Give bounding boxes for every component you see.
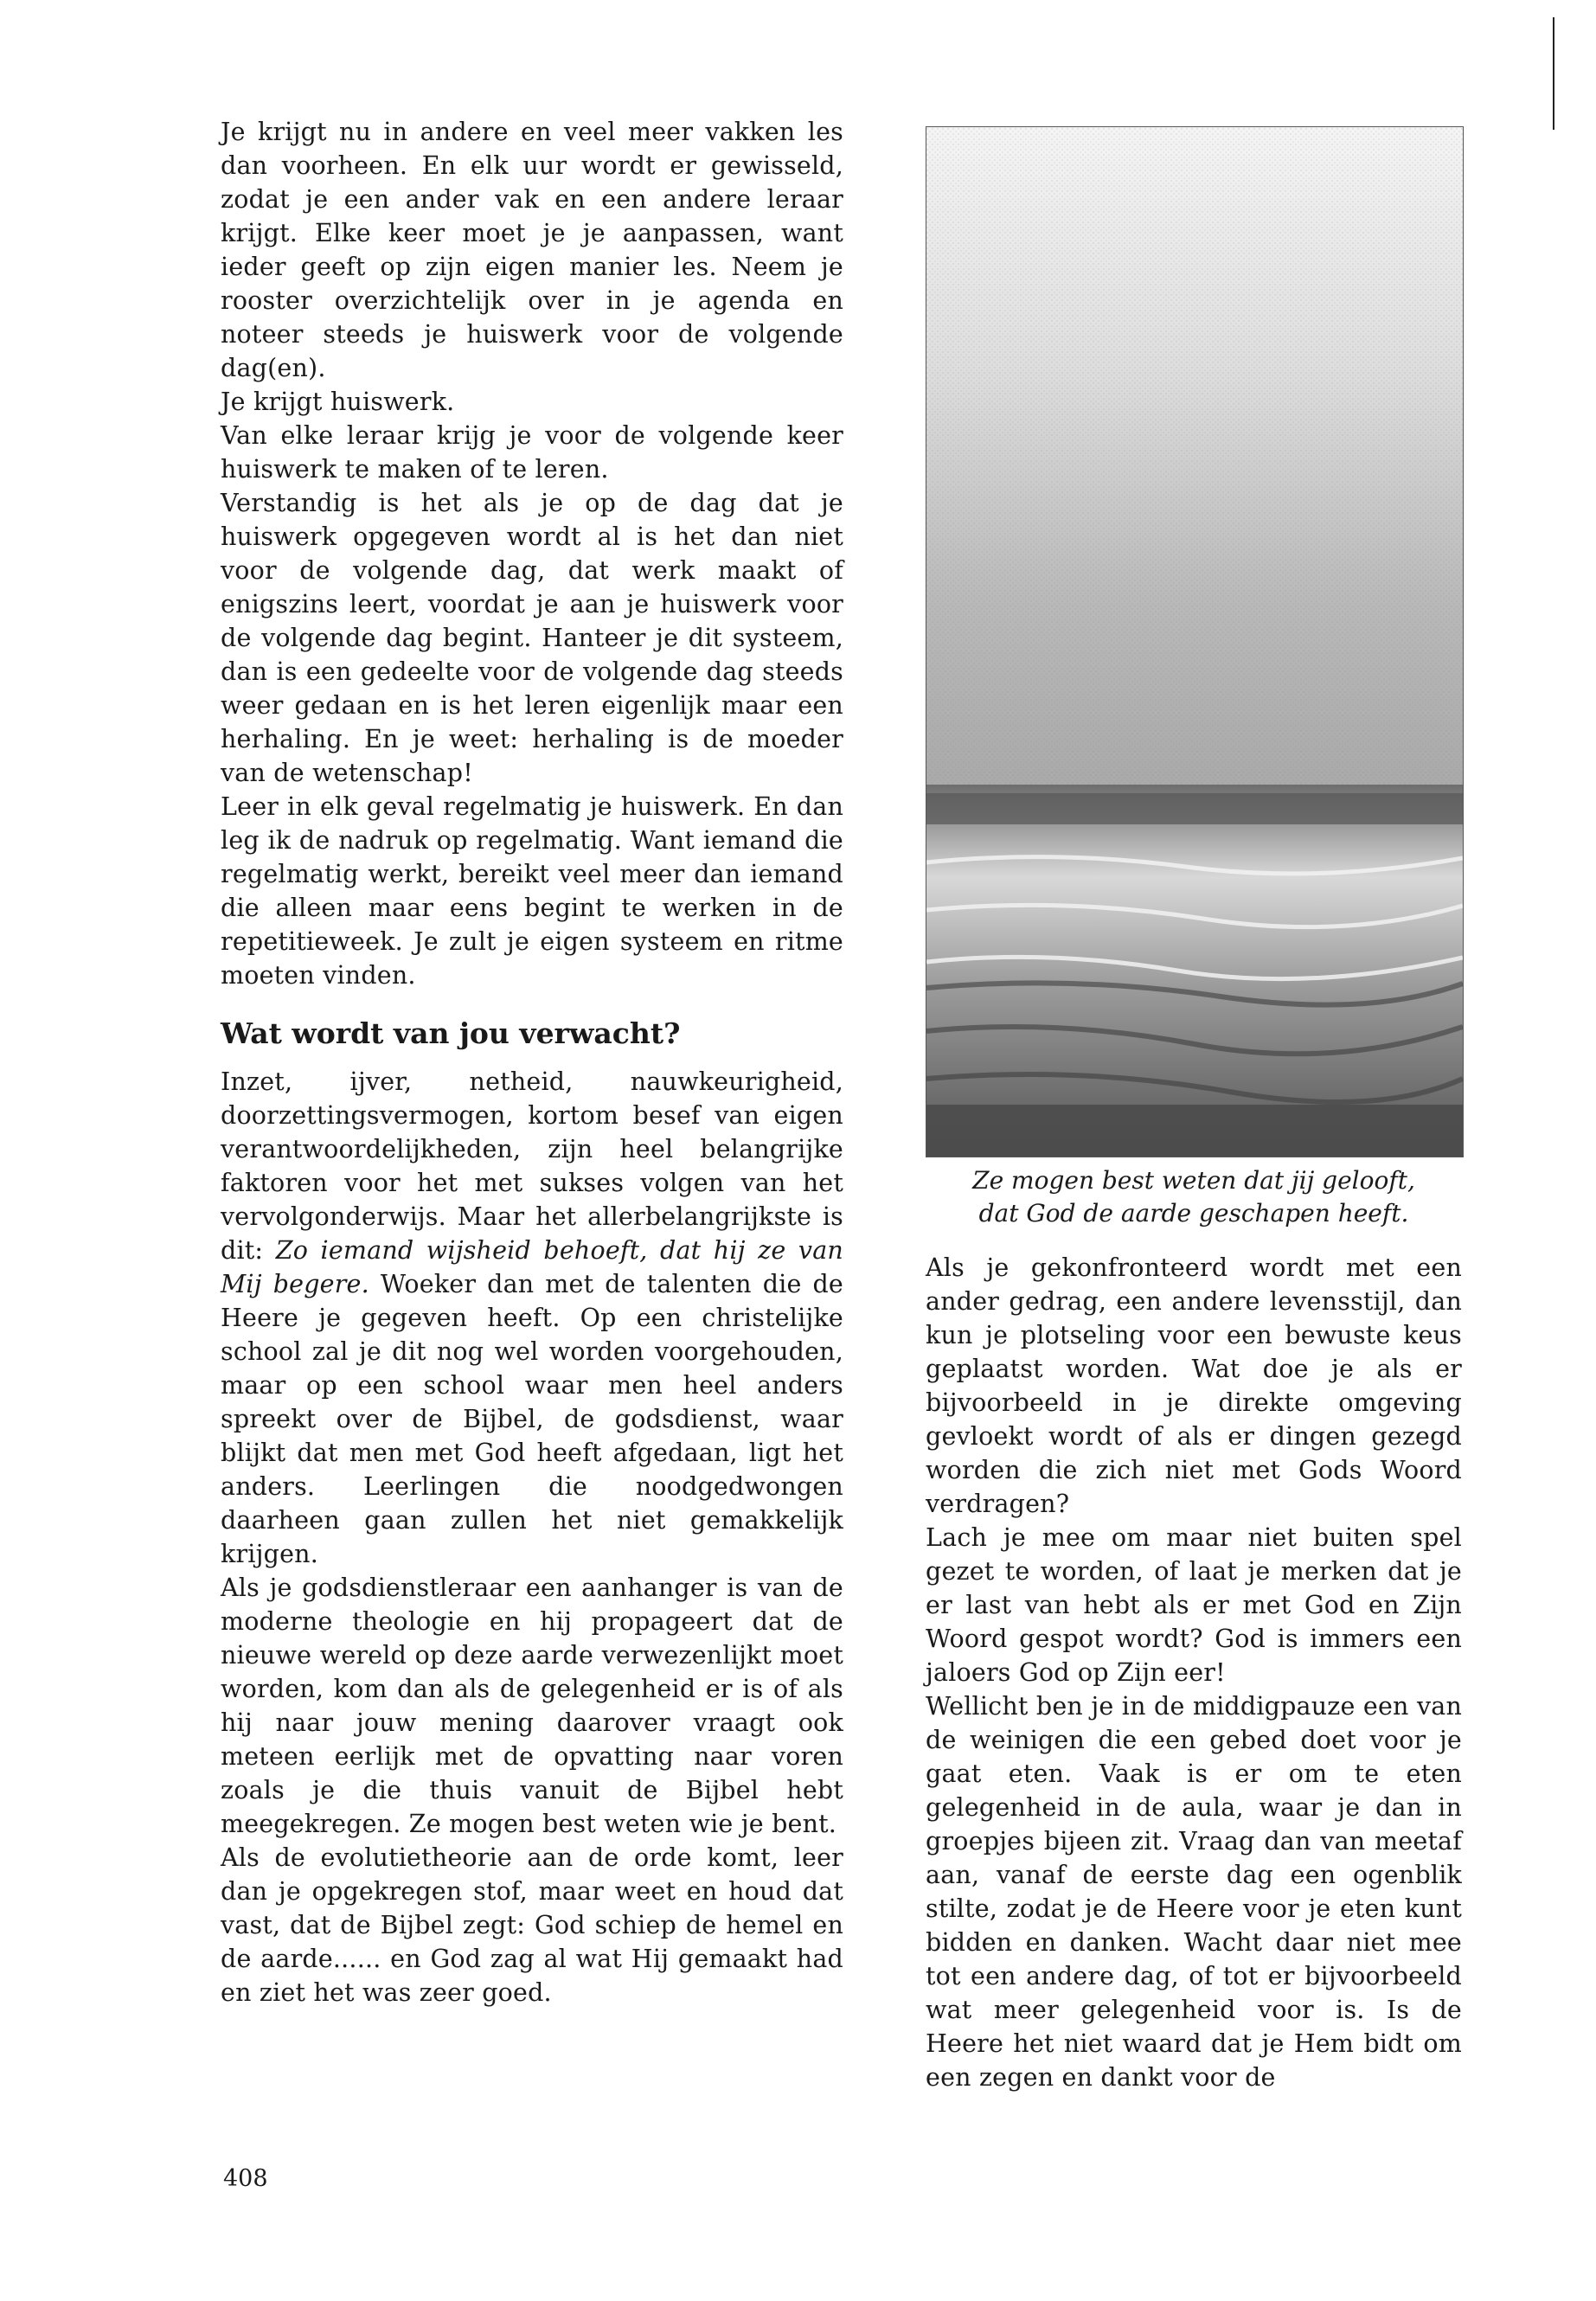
scan-edge-line <box>1553 17 1554 130</box>
paragraph-middagpauze: Wellicht ben je in de middigpauze een van de weinigen die een gebed doet voor je gaat eten. Vaak is er om te eten gelegenheid in de aula, waar je dan in groepjes bijeen zit. Vraag dan van meetaf aan, vanaf de eerste dag een ogenblik stilte, zodat je de Heere voor je eten kunt bidden en danken. Wacht daar niet mee tot een andere dag, of tot er bijvoorbeeld wat meer gelegenheid voor is. Is de Heere het niet waard dat je Hem bidt om een zegen en dankt voor de <box>926 1692 1462 2092</box>
inzet-text-start: Inzet, ijver, netheid, nauwkeurigheid, doorzettingsvermogen, kortom besef van eigen verantwoordelijkheden, zijn heel belangrijke faktoren voor het met sukses volgen van het vervolgonderwijs. Maar het allerbelangrijkste is dit: <box>221 1067 843 1265</box>
photo-caption <box>913 1164 1475 1230</box>
caption-line-1: Ze mogen best weten dat jij gelooft, <box>972 1166 1415 1195</box>
paragraph-huiswerk: Van elke leraar krijg je voor de volgende keer huiswerk te maken of te leren. <box>221 421 843 484</box>
right-column <box>926 1251 1462 2094</box>
paragraph-evolutietheorie: Als de evolutietheorie aan de orde komt, leer dan je opgekregen stof, maar weet en houd dat vast, dat de Bijbel zegt: God schiep de hemel en de aarde...... en God zag al wat Hij gemaakt had en ziet het was zeer goed. <box>221 1843 843 2007</box>
caption-line-2: dat God de aarde geschapen heeft. <box>978 1199 1409 1227</box>
paragraph-lach: Lach je mee om maar niet buiten spel gezet te worden, of laat je merken dat je er last van hebt als er met God en Zijn Woord gespot wordt? God is immers een jaloers God op Zijn eer! <box>926 1523 1462 1687</box>
paragraph-verstandig: Verstandig is het als je op de dag dat je huiswerk opgegeven wordt al is het dan niet voor de volgende dag, dat werk maakt of enigszins leert, voordat je aan je huiswerk voor de volgende dag begint. Hanteer je dit systeem, dan is een gedeelte voor de volgende dag steeds weer gedaan en is het leren eigenlijk maar een herhaling. En je weet: herhaling is de moeder van de wetenschap! <box>221 489 843 787</box>
paragraph-huiswerk-title: Je krijgt huiswerk. <box>221 388 455 416</box>
sea-illustration <box>926 127 1463 1157</box>
section-heading: Wat wordt van jou verwacht? <box>221 1016 681 1050</box>
paragraph-vakken: Je krijgt nu in andere en veel meer vakken les dan voorheen. En elk uur wordt er gewisseld, zodat je een ander vak en een andere leraar krijgt. Elke keer moet je je aanpassen, want ieder geeft op zijn eigen manier les. Neem je rooster overzichtelijk over in je agenda en noteer steeds je huiswerk voor de volgende dag(en). <box>221 118 843 382</box>
sea-photo <box>926 126 1464 1157</box>
left-column <box>221 115 843 2009</box>
paragraph-regelmatig: Leer in elk geval regelmatig je huiswerk. En dan leg ik de nadruk op regelmatig. Want iemand die regelmatig werkt, bereikt veel meer dan iemand die alleen maar eens begint te werken in de repetitieweek. Je zult je eigen systeem en ritme moeten vinden. <box>221 792 843 990</box>
page-number: 408 <box>223 2165 268 2192</box>
paragraph-godsdienstleraar: Als je godsdienstleraar een aanhanger is van de moderne theologie en hij propageert dat de nieuwe wereld op deze aarde verwezenlijkt moet worden, kom dan als de gelegenheid er is of als hij naar jouw mening daarover vraagt ook meteen eerlijk met de opvatting naar voren zoals je die thuis vanuit de Bijbel hebt meegekregen. Ze mogen best weten wie je bent. <box>221 1574 843 1838</box>
inzet-text-end: Woeker dan met de talenten die de Heere je gegeven heeft. Op een christelijke school zal je dit nog wel worden voorgehouden, maar op een school waar men heel anders spreekt over de Bijbel, de godsdienst, waar blijkt dat men met God heeft afgedaan, ligt het anders. Leerlingen die noodgedwongen daarheen gaan zullen het niet gemakkelijk krijgen. <box>221 1270 843 1568</box>
paragraph-inzet <box>221 1065 843 1571</box>
paragraph-gekonfronteerd: Als je gekonfronteerd wordt met een ander gedrag, een andere levensstijl, dan kun je plotseling voor een bewuste keus geplaatst worden. Wat doe je als er bijvoorbeeld in je direkte omgeving gevloekt wordt of als er dingen gezegd worden die zich niet met Gods Woord verdragen? <box>926 1253 1462 1518</box>
bible-quote: Zo iemand wijsheid behoeft, dat hij ze van Mij begere. <box>221 1236 843 1298</box>
